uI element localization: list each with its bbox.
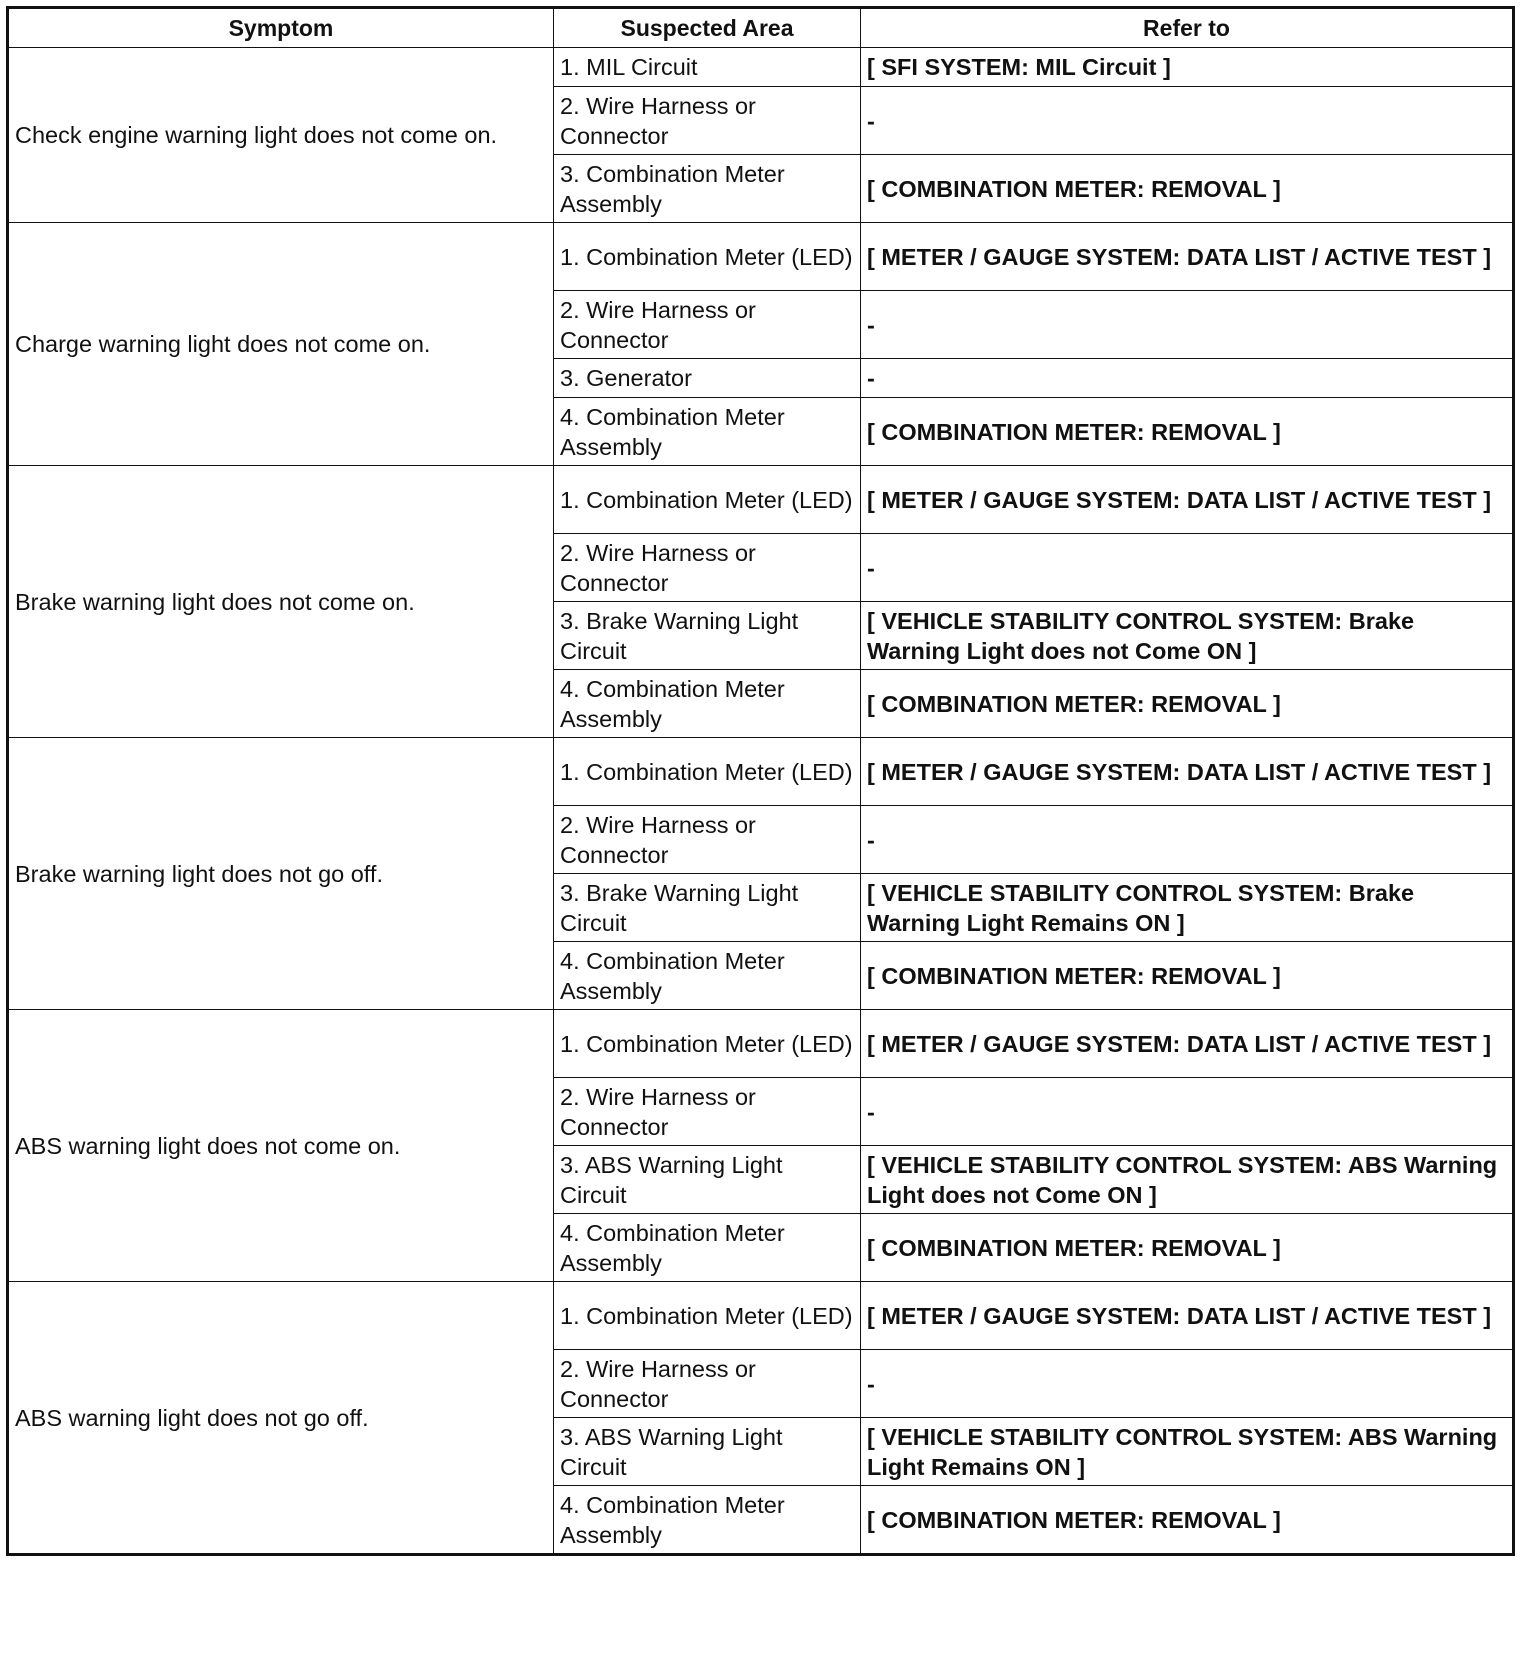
refer-to-cell: [ METER / GAUGE SYSTEM: DATA LIST / ACTIVE TEST ]	[861, 466, 1514, 534]
suspected-area-cell: 3. Brake Warning Light Circuit	[554, 602, 861, 670]
refer-to-cell: [ METER / GAUGE SYSTEM: DATA LIST / ACTIVE TEST ]	[861, 223, 1514, 291]
suspected-area-cell: 1. Combination Meter (LED)	[554, 1010, 861, 1078]
suspected-area-cell: 1. Combination Meter (LED)	[554, 223, 861, 291]
refer-to-cell: -	[861, 1078, 1514, 1146]
refer-to-cell: [ METER / GAUGE SYSTEM: DATA LIST / ACTIVE TEST ]	[861, 1010, 1514, 1078]
table-row	[8, 466, 1514, 534]
suspected-area-cell: 3. Generator	[554, 359, 861, 398]
suspected-area-cell: 1. Combination Meter (LED)	[554, 466, 861, 534]
symptom-cell: Brake warning light does not go off.	[8, 738, 554, 1010]
suspected-area-cell: 4. Combination Meter Assembly	[554, 1214, 861, 1282]
refer-to-cell: [ COMBINATION METER: REMOVAL ]	[861, 398, 1514, 466]
suspected-area-cell: 4. Combination Meter Assembly	[554, 398, 861, 466]
symptom-cell: ABS warning light does not go off.	[8, 1282, 554, 1555]
refer-to-cell: [ COMBINATION METER: REMOVAL ]	[861, 670, 1514, 738]
table-row	[8, 48, 1514, 87]
refer-to-cell: -	[861, 1350, 1514, 1418]
header-row	[8, 8, 1514, 48]
suspected-area-cell: 2. Wire Harness or Connector	[554, 1078, 861, 1146]
symptom-cell: Check engine warning light does not come on.	[8, 48, 554, 223]
table-row	[8, 738, 1514, 806]
symptom-cell: Brake warning light does not come on.	[8, 466, 554, 738]
suspected-area-cell: 1. Combination Meter (LED)	[554, 738, 861, 806]
table-row	[8, 223, 1514, 291]
suspected-area-cell: 4. Combination Meter Assembly	[554, 942, 861, 1010]
refer-to-cell: [ VEHICLE STABILITY CONTROL SYSTEM: Brake Warning Light Remains ON ]	[861, 874, 1514, 942]
refer-to-cell: -	[861, 806, 1514, 874]
suspected-area-cell: 3. Combination Meter Assembly	[554, 155, 861, 223]
suspected-area-cell: 2. Wire Harness or Connector	[554, 1350, 861, 1418]
refer-to-cell: [ VEHICLE STABILITY CONTROL SYSTEM: Brake Warning Light does not Come ON ]	[861, 602, 1514, 670]
suspected-area-cell: 2. Wire Harness or Connector	[554, 87, 861, 155]
refer-to-cell: -	[861, 87, 1514, 155]
suspected-area-cell: 2. Wire Harness or Connector	[554, 534, 861, 602]
suspected-area-cell: 3. ABS Warning Light Circuit	[554, 1146, 861, 1214]
suspected-area-cell: 4. Combination Meter Assembly	[554, 670, 861, 738]
suspected-area-cell: 3. ABS Warning Light Circuit	[554, 1418, 861, 1486]
table-body	[8, 48, 1514, 1555]
refer-to-cell: [ VEHICLE STABILITY CONTROL SYSTEM: ABS Warning Light Remains ON ]	[861, 1418, 1514, 1486]
refer-to-cell: [ COMBINATION METER: REMOVAL ]	[861, 942, 1514, 1010]
suspected-area-cell: 4. Combination Meter Assembly	[554, 1486, 861, 1555]
suspected-area-cell: 1. MIL Circuit	[554, 48, 861, 87]
refer-to-cell: [ METER / GAUGE SYSTEM: DATA LIST / ACTIVE TEST ]	[861, 1282, 1514, 1350]
suspected-area-cell: 2. Wire Harness or Connector	[554, 806, 861, 874]
symptom-cell: Charge warning light does not come on.	[8, 223, 554, 466]
header-suspected-area: Suspected Area	[554, 8, 861, 48]
refer-to-cell: -	[861, 291, 1514, 359]
refer-to-cell: [ COMBINATION METER: REMOVAL ]	[861, 1486, 1514, 1555]
suspected-area-cell: 2. Wire Harness or Connector	[554, 291, 861, 359]
table-row	[8, 1010, 1514, 1078]
suspected-area-cell: 1. Combination Meter (LED)	[554, 1282, 861, 1350]
refer-to-cell: -	[861, 534, 1514, 602]
suspected-area-cell: 3. Brake Warning Light Circuit	[554, 874, 861, 942]
refer-to-cell: -	[861, 359, 1514, 398]
diagnosis-table	[6, 6, 1515, 1556]
refer-to-cell: [ COMBINATION METER: REMOVAL ]	[861, 155, 1514, 223]
refer-to-cell: [ COMBINATION METER: REMOVAL ]	[861, 1214, 1514, 1282]
refer-to-cell: [ VEHICLE STABILITY CONTROL SYSTEM: ABS Warning Light does not Come ON ]	[861, 1146, 1514, 1214]
table-row	[8, 1282, 1514, 1350]
header-refer-to: Refer to	[861, 8, 1514, 48]
refer-to-cell: [ METER / GAUGE SYSTEM: DATA LIST / ACTIVE TEST ]	[861, 738, 1514, 806]
symptom-cell: ABS warning light does not come on.	[8, 1010, 554, 1282]
refer-to-cell: [ SFI SYSTEM: MIL Circuit ]	[861, 48, 1514, 87]
header-symptom: Symptom	[8, 8, 554, 48]
